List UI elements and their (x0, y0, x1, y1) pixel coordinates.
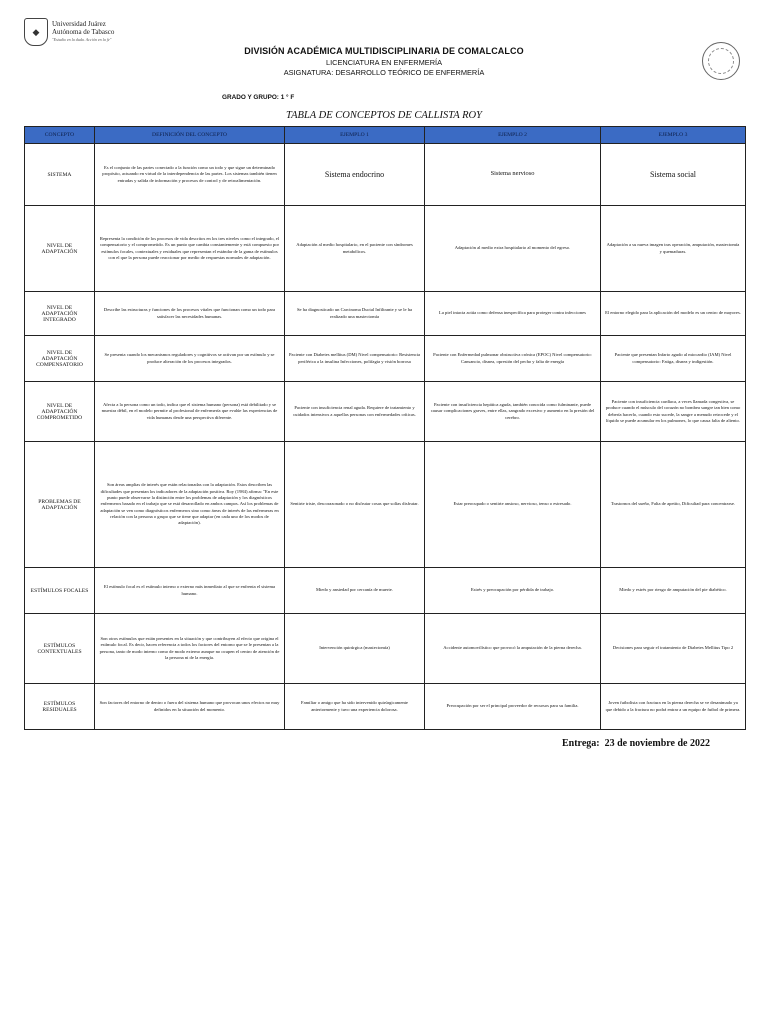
header-ejemplo-2: EJEMPLO 2 (425, 127, 601, 144)
example-3-cell: Sistema social (601, 144, 746, 206)
table-row (25, 382, 746, 442)
university-line1: Universidad Juárez (52, 20, 106, 28)
header-ejemplo-3: EJEMPLO 3 (601, 127, 746, 144)
example-1-cell: Intervención quirúrgica (mastectomía) (285, 614, 425, 684)
definition-cell: Es el conjunto de las partes conectado a la función como un todo y que sigue un determinado propósito, actuando en virtud de la interdependencia de las partes. Los sistemas también tienen entradas y salida de información y procesos de control y de retroalimentación. (95, 144, 285, 206)
concept-cell: NIVEL DE ADAPTACIÓN (25, 206, 95, 292)
example-1-cell: Paciente con insuficiencia renal aguda. Requiere de tratamiento y cuidados intensivos a aquellas personas con enfermedades críticas. (285, 382, 425, 442)
example-1-cell: Adaptación al medio hospitalario, en el paciente con síndromes metabólicos. (285, 206, 425, 292)
example-1-cell: Sistema endocrino (285, 144, 425, 206)
table-row (25, 336, 746, 382)
table-row (25, 206, 746, 292)
table-row (25, 568, 746, 614)
table-title: TABLA DE CONCEPTOS DE CALLISTA ROY (286, 110, 482, 121)
division-title: DIVISIÓN ACADÉMICA MULTIDISCIPLINARIA DE COMALCALCO (244, 46, 524, 56)
header-definicion: DEFINICIÓN DEL CONCEPTO (95, 127, 285, 144)
example-3-cell: Adaptación a su nueva imagen tras operación, amputación, mastectomía y quemaduras. (601, 206, 746, 292)
example-2-cell: Paciente con Enfermedad pulmonar obstructiva crónica (EPOC) Nivel compensatorio: Cansancio, disnea, opresión del pecho y falta de energía (425, 336, 601, 382)
header-ejemplo-1: EJEMPLO 1 (285, 127, 425, 144)
header-concepto: CONCEPTO (25, 127, 95, 144)
example-1-cell: Sentirte triste, descorazonado o no disfrutar cosas que solías disfrutar. (285, 442, 425, 568)
definition-cell: Describe las estructuras y funciones de los procesos vitales que funcionan como un todo para satisfacer las necesidades humanas. (95, 292, 285, 336)
table-row (25, 144, 746, 206)
example-2-cell: Sistema nervioso (425, 144, 601, 206)
example-1-cell: Familiar o amigo que ha sido intervenido quirúrgicamente anteriormente y tuvo una experiencia dolorosa. (285, 684, 425, 730)
concept-cell: ESTÍMULOS RESIDUALES (25, 684, 95, 730)
crest-icon: ◆ (24, 18, 48, 46)
example-3-cell: Paciente con insuficiencia cardíaca, a veces llamada congestiva, se produce cuando el músculo del corazón no bombea sangre tan bien como debería hacerlo, cuando esto sucede, la sangre a menudo retrocede y el líquido se puede acumular en los pulmones, lo que causa falta de aliento. (601, 382, 746, 442)
example-2-cell: Paciente con insuficiencia hepática aguda, también conocida como fulminante, puede causar complicaciones graves, entre ellas, sangrado excesivo y aumento en la presión del cerebro. (425, 382, 601, 442)
concept-cell: ESTÍMULOS FOCALES (25, 568, 95, 614)
example-3-cell: El entorno elegido para la aplicación del modelo es un centro de mayores. (601, 292, 746, 336)
delivery-date (562, 738, 710, 749)
example-3-cell: Paciente que presentan Infarto agudo al miocardio (IAM) Nivel compensatorio: Fatiga, disnea y indigestión. (601, 336, 746, 382)
concept-cell: NIVEL DE ADAPTACIÓN COMPROMETIDO (25, 382, 95, 442)
example-1-cell: Paciente con Diabetes mellitus (DM) Nivel compensatorio: Resistencia periférica a la insulina Infecciones, polifagia y visión borrosa (285, 336, 425, 382)
grado-grupo: GRADO Y GRUPO: 1 ° F (222, 94, 295, 101)
definition-cell: Son factores del entorno de dentro o fuera del sistema humano que provocan unos efectos no muy definidos en la situación del momento. (95, 684, 285, 730)
example-2-cell: Estar preocupado o sentirte ansioso, nervioso, tenso o estresado. (425, 442, 601, 568)
definition-cell: El estímulo focal es el estímulo interno o externo más inmediato al que se enfrenta el sistema humano. (95, 568, 285, 614)
asignatura-title: ASIGNATURA: DESARROLLO TEÓRICO DE ENFERMERÍA (283, 68, 485, 77)
example-1-cell: Se ha diagnosticado un Carcinoma Ductal Infiltrante y se le ha realizado una mastectomía (285, 292, 425, 336)
concept-cell: NIVEL DE ADAPTACIÓN COMPENSATORIO (25, 336, 95, 382)
example-3-cell: Joven futbolista con fractura en la pierna derecha se ve desanimado ya que debido a la fractura no podrá entrar a un equipo de futbol de primera. (601, 684, 746, 730)
example-3-cell: Miedo y estrés por riesgo de amputación del pie diabético. (601, 568, 746, 614)
example-2-cell: Accidente automovilístico que provocó la amputación de la pierna derecha. (425, 614, 601, 684)
table-row (25, 684, 746, 730)
table-row (25, 442, 746, 568)
university-logo (24, 18, 164, 46)
delivery-label: Entrega: (562, 738, 600, 749)
example-3-cell: Trastornos del sueño, Falta de apetito, Dificultad para concentrarse. (601, 442, 746, 568)
table-row (25, 292, 746, 336)
university-line2: Autónoma de Tabasco (52, 28, 115, 36)
table-header-row (25, 127, 746, 144)
example-2-cell: Preocupación por ser el principal proveedor de recursos para su familia. (425, 684, 601, 730)
example-2-cell: Estrés y preocupación por pérdida de trabajo. (425, 568, 601, 614)
table-row (25, 614, 746, 684)
definition-cell: Representa la condición de los procesos de vida descritos en los tres niveles como el integrado, el compensatorio y el comprometido. Es un punto que cambia constantemente y está compuesto por estímulos focales, contextuales y residuales que representan el estándar de la gama de estímulos con el que la persona puede reaccionar por medio de respuestas normales de adaptación. (95, 206, 285, 292)
example-2-cell: La piel intacta actúa como defensa inespecífica para proteger contra infecciones (425, 292, 601, 336)
example-3-cell: Decisiones para seguir el tratamiento de Diabetes Mellitus Tipo 2 (601, 614, 746, 684)
concepts-table (24, 126, 746, 730)
example-1-cell: Miedo y ansiedad por cercanía de muerte. (285, 568, 425, 614)
concept-cell: PROBLEMAS DE ADAPTACIÓN (25, 442, 95, 568)
concept-cell: NIVEL DE ADAPTACIÓN INTEGRADO (25, 292, 95, 336)
delivery-value: 23 de noviembre de 2022 (604, 738, 710, 749)
example-2-cell: Adaptación al medio extra hospitalario al momento del egreso. (425, 206, 601, 292)
definition-cell: Afecta a la persona como un todo, indica que el sistema humano (persona) está debilitado y se muestra débil, en el modelo permite al profesional de enfermería que evalúe las experiencias de vida humanas desde una perspectiva diferente. (95, 382, 285, 442)
licenciatura-title: LICENCIATURA EN ENFERMERÍA (325, 58, 443, 67)
concept-cell: SISTEMA (25, 144, 95, 206)
definition-cell: Son otros estímulos que están presentes en la situación y que contribuyen al efecto que origina el estímulo focal. Es decir, hacen referencia a todos los factores del entorno que se le presentan a la persona, tanto de modo interno como de modo externo aunque no ocupen el centro de atención de la persona ni de la energía. (95, 614, 285, 684)
university-motto: "Estudio en la duda. Acción en la fe" (52, 37, 112, 42)
concept-cell: ESTÍMULOS CONTEXTUALES (25, 614, 95, 684)
definition-cell: Se presenta cuando los mecanismos reguladores y cognitivos se activan por un estímulo y se produce alteración de los procesos integrados. (95, 336, 285, 382)
definition-cell: Son áreas amplias de interés que están relacionadas con la adaptación. Estos describen las dificultades que presentan los indicadores de la adaptación positiva. Roy (1984) afirma: "En este punto puede observarse la distinción entre los problemas de adaptación y los diagnósticos enfermeros basado en el trabajo que se está desarrollado en ambos campos. Así los problemas de adaptación se ven como diagnósticos enfermeros sino como áreas de interés de las enfermeras en relación con la persona o grupo que se tiene que adaptar (en cada uno de los modos de adaptación). (95, 442, 285, 568)
university-name (52, 20, 114, 44)
